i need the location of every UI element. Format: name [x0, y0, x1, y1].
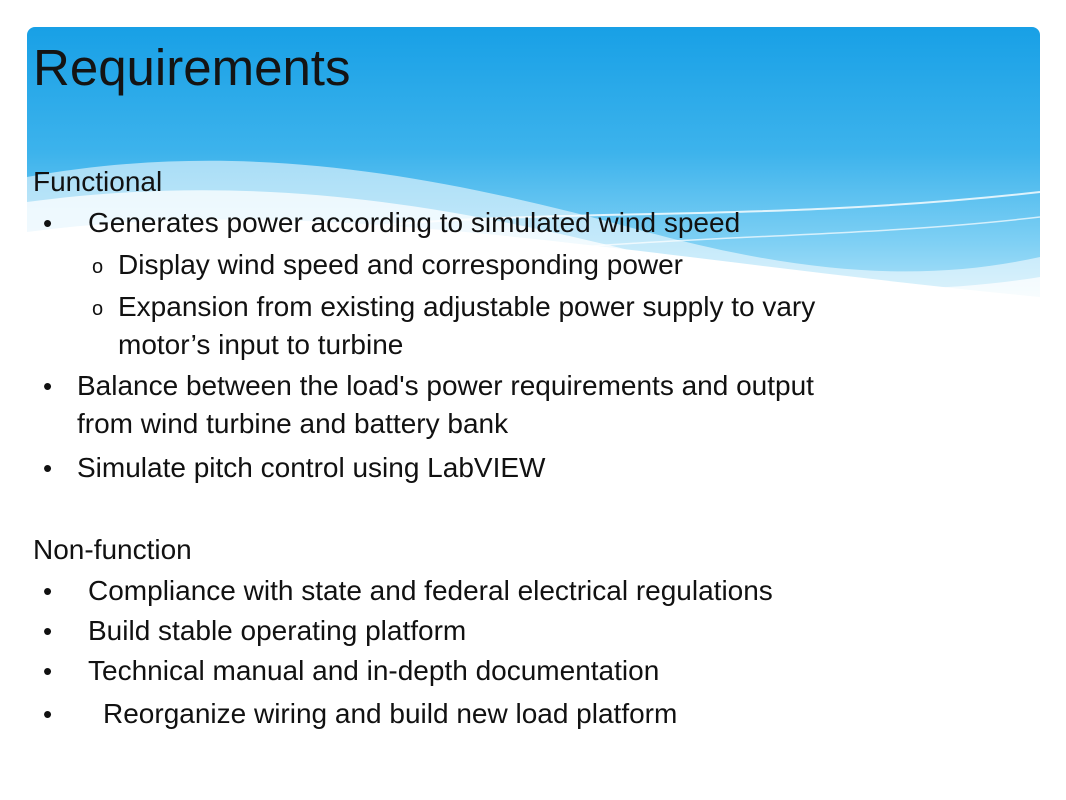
bullet-icon: •: [43, 699, 53, 729]
sub-item-display-wind-speed: Display wind speed and corresponding power: [118, 249, 684, 280]
slide-title: Requirements: [33, 39, 351, 96]
list-item-balance-line-2: from wind turbine and battery bank: [77, 408, 509, 439]
list-item-functional-1: Generates power according to simulated wind speed: [88, 207, 741, 238]
sub-bullet-icon: o: [92, 298, 104, 320]
bullet-icon: •: [43, 453, 53, 483]
list-item-stable-platform: Build stable operating platform: [88, 615, 467, 646]
functional-heading: Functional: [33, 166, 163, 197]
list-item-balance-line-1: Balance between the load's power requirements and output: [77, 370, 814, 401]
list-item-compliance: Compliance with state and federal electrical regulations: [88, 575, 773, 606]
bullet-icon: •: [43, 208, 53, 238]
list-item-pitch-control: Simulate pitch control using LabVIEW: [77, 452, 546, 483]
sub-bullet-icon: o: [92, 256, 104, 278]
sub-item-expansion-line-2: motor’s input to turbine: [118, 329, 404, 360]
list-item-reorganize-wiring: Reorganize wiring and build new load platform: [103, 698, 678, 729]
bullet-icon: •: [43, 656, 53, 686]
sub-item-expansion-line-1: Expansion from existing adjustable power supply to vary: [118, 291, 816, 322]
non-functional-heading: Non-function: [33, 534, 192, 565]
bullet-icon: •: [43, 576, 53, 606]
bullet-icon: •: [43, 616, 53, 646]
bullet-icon: •: [43, 371, 53, 401]
list-item-technical-manual: Technical manual and in-depth documentation: [88, 655, 660, 686]
